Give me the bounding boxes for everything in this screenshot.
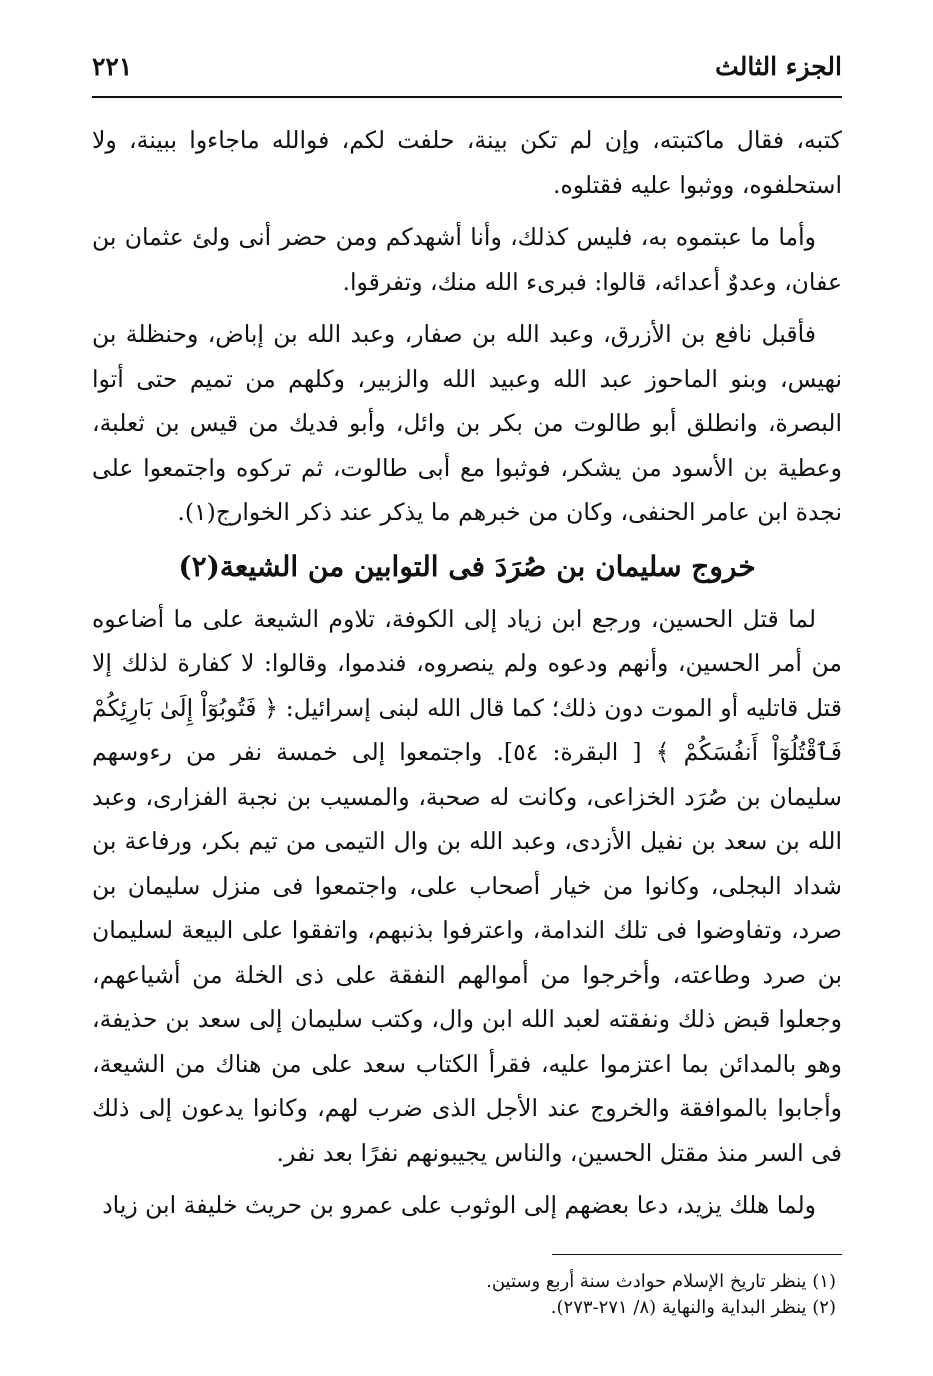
paragraph [92, 597, 842, 1176]
paragraph: كتبه، فقال ماكتبته، وإن لم تكن بينة، حلفت لكم، فوالله ماجاءوا ببينة، ولا استحلفوه، ووثبوا عليه فقتلوه. [92, 126, 842, 199]
paragraph-text: لما قتل الحسين، ورجع ابن زياد إلى الكوفة، تلاوم الشيعة على ما أضاعوه من أمر الحسين، وأنهم ودعوه ولم ينصروه، فندموا، وقالوا: لا كفارة لذلك إلا قتل قاتليه أو الموت دون ذلك؛ كما قال الله لبنى إسرائيل: [92, 604, 843, 722]
book-page [92, 52, 842, 1321]
paragraph: وأما ما عبتموه به، فليس كذلك، وأنا أشهدكم ومن حضر أنى ولئ عثمان بن عفان، وعدوٌ أعدائه، قالوا: فبرىء الله منك، وتفرقوا. [92, 223, 842, 296]
paragraph: ولما هلك يزيد، دعا بعضهم إلى الوثوب على عمرو بن حريث خليفة ابن زياد [102, 1191, 816, 1219]
footnote: (٢) ينظر البداية والنهاية (٨/ ٢٧١-٢٧٣). [550, 1296, 836, 1318]
footnote-separator [552, 1254, 842, 1255]
paragraph: فأقبل نافع بن الأزرق، وعبد الله بن صفار، وعبد الله بن إباض، وحنظلة بن نهيس، وبنو الماحوز عبد الله وعبيد الله والزبير، وكلهم من تميم حتى أتوا البصرة، وانطلق أبو طالوت من بكر بن وائل، وأبو فديك من قيس بن ثعلبة، وعطية بن الأسود من يشكر، فوثبوا مع أبى طالوت، ثم تركوه واجتمعوا على نجدة ابن عامر الحنفى، وكان من خبرهم ما يذكر عند ذكر الخوارج(١). [92, 320, 842, 526]
page-header [92, 52, 842, 98]
section-heading: خروج سليمان بن صُرَدَ فى التوابين من الشيعة(٢) [178, 549, 756, 583]
page-number: ٢٢١ [92, 52, 133, 81]
part-title: الجزء الثالث [715, 52, 842, 81]
quran-quote: ﴿ فَتُوبُوٓاْ إِلَىٰ بَارِئِكُمْ فَٱقْتُلُوٓاْ أَنفُسَكُمْ ﴾ [92, 693, 842, 766]
footnote: (١) ينظر تاريخ الإسلام حوادث سنة أربع وستين. [486, 1270, 836, 1292]
paragraph-text: [ البقرة: ٥٤]. واجتمعوا إلى خمسة نفر من رءوسهم سليمان بن صُرَد الخزاعى، وكانت له صحبة، والمسيب بن نجبة الفزارى، وعبد الله بن سعد بن نفيل الأزدى، وعبد الله بن وال التيمى من تيم بكر، ورفاعة بن شداد البجلى، وكانوا من خيار أصحاب على، واجتمعوا فى منزل سليمان بن صرد، وتفاوضوا فى تلك الندامة، واعترفوا بذنبهم، واتفقوا على البيعة لسليمان بن صرد وطاعته، وأخرجوا من أموالهم النفقة على ذى الخلة من أشياعهم، وجعلوا قبض ذلك ونفقته لعبد الله ابن وال، وكتب سليمان إلى سعد بن حذيفة، وهو بالمدائن بما اعتزموا عليه، فقرأ الكتاب سعد على من هناك من الشيعة، وأجابوا بالموافقة والخروج عند الأجل الذى ضرب لهم، وكانوا يدعون إلى ذلك فى السر منذ مقتل الحسين، والناس يجيبونهم نفرًا بعد نفر. [92, 738, 842, 1167]
